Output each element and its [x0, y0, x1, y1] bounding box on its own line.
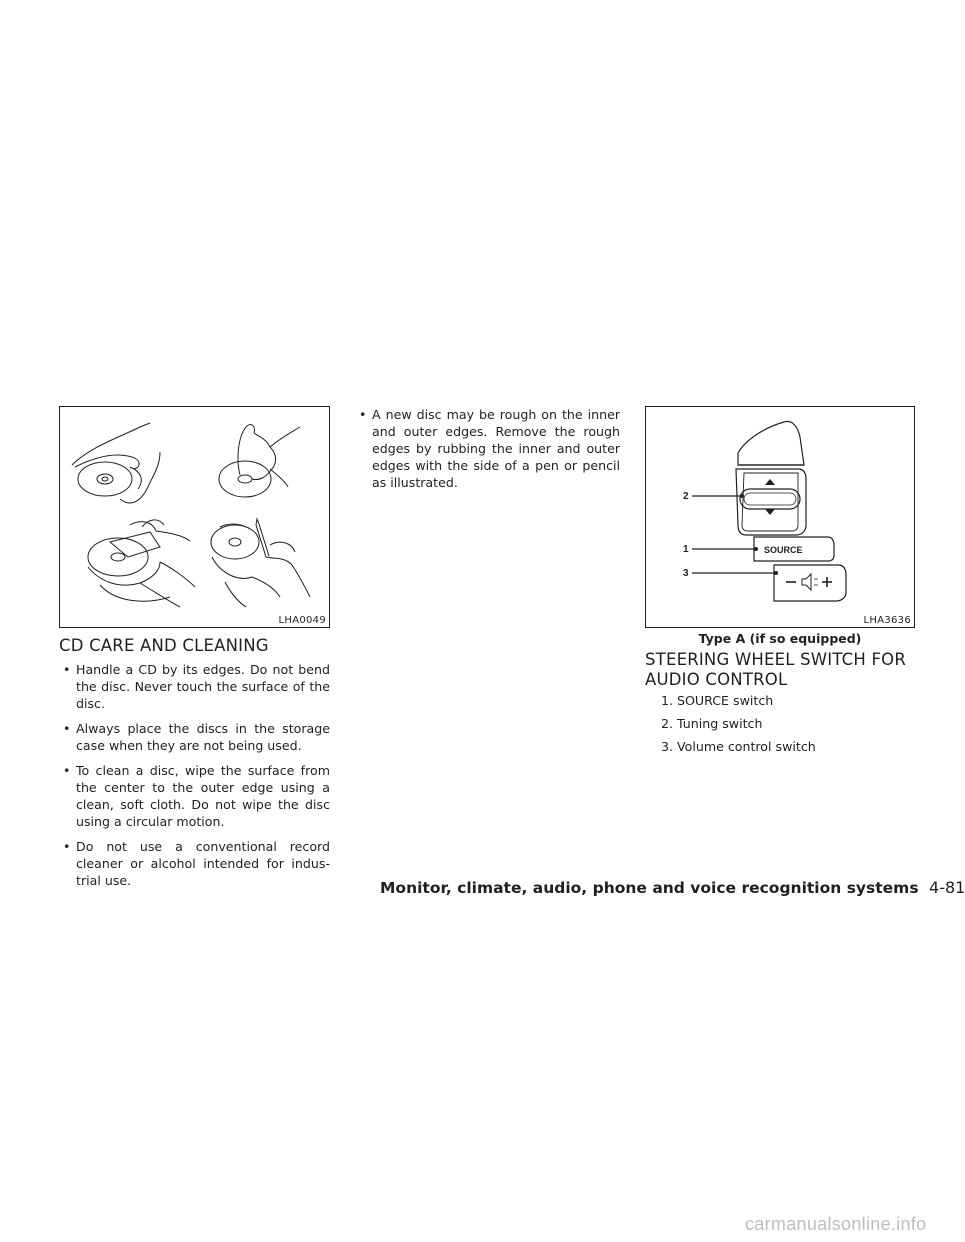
- figure-code-lha0049: LHA0049: [278, 615, 326, 626]
- steering-wheel-switch-illustration-icon: [646, 407, 914, 619]
- switch-list: [645, 692, 915, 761]
- cd-care-heading: CD CARE AND CLEANING: [59, 636, 269, 655]
- bullet-item: • Do not use a conventional record cleaner or alcohol intended for indus-trial use.: [59, 838, 330, 889]
- bullet-item: • Always place the discs in the storage case when they are not being used.: [59, 720, 330, 754]
- watermark: carmanualsonline.info: [745, 1214, 927, 1234]
- list-item: 3. Volume control switch: [661, 739, 816, 754]
- cd-handling-illustration-icon: [60, 407, 329, 612]
- callout-3: 3: [683, 568, 689, 579]
- callout-2: 2: [683, 491, 689, 502]
- page-number: 4-81: [929, 878, 965, 897]
- page-footer: [380, 878, 965, 898]
- cd-care-figure: [59, 406, 330, 628]
- callout-1: 1: [683, 544, 689, 555]
- heading-line-2: AUDIO CONTROL: [645, 670, 788, 689]
- footer-title: Monitor, climate, audio, phone and voice recognition systems: [380, 879, 919, 897]
- bullet-item: • Handle a CD by its edges. Do not bend the disc. Never touch the surface of the disc.: [59, 661, 330, 712]
- source-button-label: SOURCE: [764, 545, 803, 555]
- heading-line-1: STEERING WHEEL SWITCH FOR: [645, 650, 906, 669]
- bullet-item: • A new disc may be rough on the inner and outer edges. Remove the rough edges by rubbing the inner and outer edges with the side of a pen or pencil as illustrated.: [355, 406, 620, 491]
- steering-switch-figure: [645, 406, 915, 628]
- figure-code-lha3636: LHA3636: [863, 615, 911, 626]
- cd-care-bullet-list: [59, 661, 330, 897]
- list-item: 1. SOURCE switch: [661, 693, 774, 708]
- list-item: 2. Tuning switch: [661, 716, 763, 731]
- new-disc-bullet-list: [355, 406, 620, 499]
- steering-switch-heading: [645, 650, 935, 690]
- bullet-item: • To clean a disc, wipe the surface from the center to the outer edge using a clean, soft cloth. Do not wipe the disc using a circular motion.: [59, 762, 330, 830]
- figure-caption: Type A (if so equipped): [698, 631, 862, 646]
